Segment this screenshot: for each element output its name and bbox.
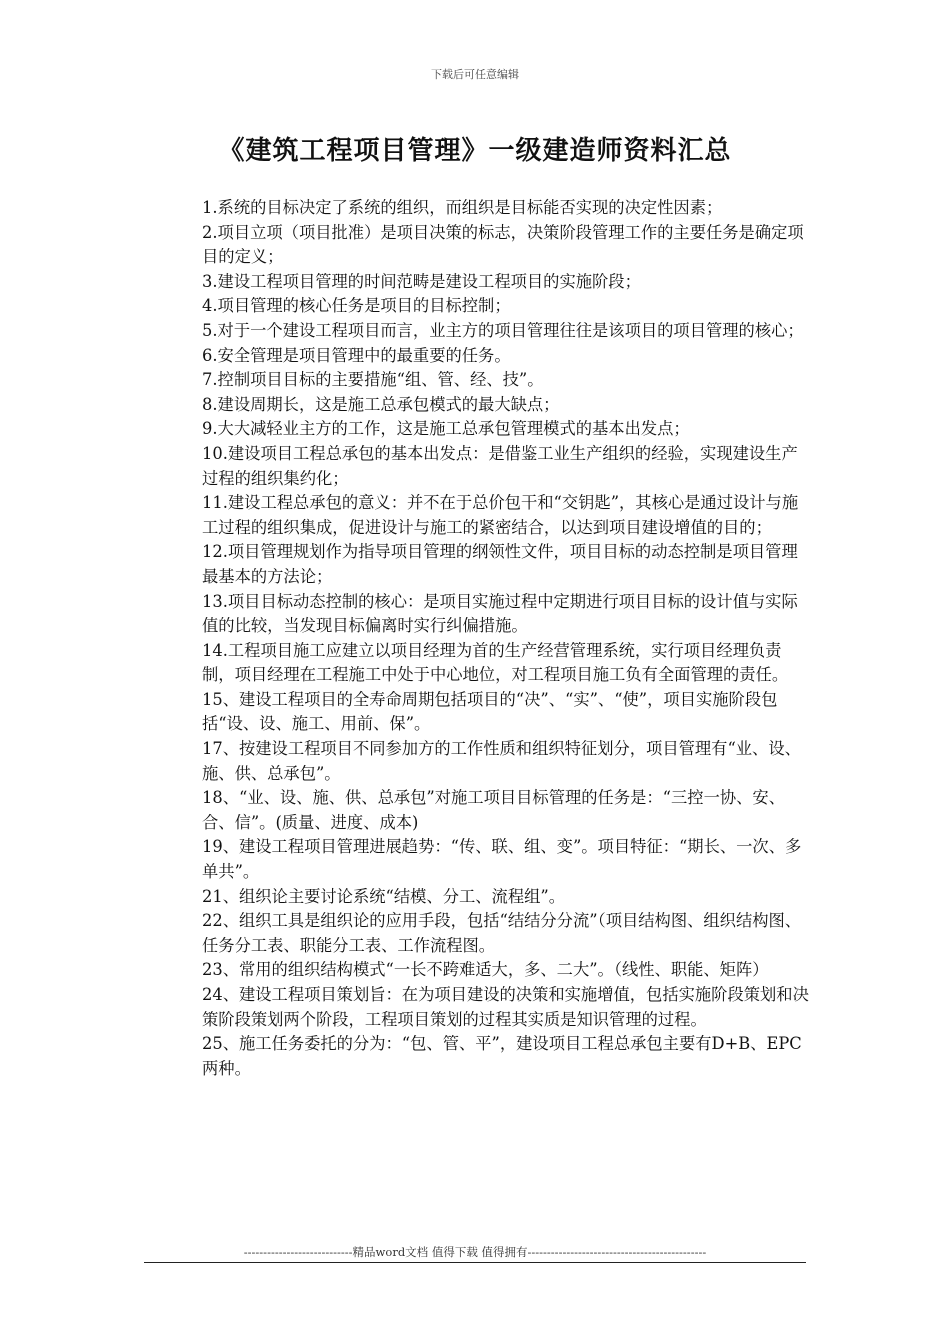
list-item: 7.控制项目目标的主要措施“组、管、经、技”。 xyxy=(202,370,544,390)
list-item: 3.建设工程项目管理的时间范畴是建设工程项目的实施阶段； xyxy=(202,271,641,291)
list-item: 25、施工任务委托的分为：“包、管、平”，建设项目工程总承包主要有D+B、EPC两种。 xyxy=(202,1034,802,1078)
document-title: 《建筑工程项目管理》一级建造师资料汇总 xyxy=(218,136,732,166)
list-item: 22、组织工具是组织论的应用手段，包括“结结分分流”（项目结构图、组织结构图、任务分工表、职能分工表、工作流程图。 xyxy=(202,911,802,955)
footer-note: ----------------------------精品word文档 值得下载 值得拥有---------------------------------------------- xyxy=(243,1245,707,1259)
list-item: 9.大大减轻业主方的工作，这是施工总承包管理模式的基本出发点； xyxy=(202,419,690,439)
footer-divider xyxy=(144,1262,806,1263)
header-note: 下载后可任意编辑 xyxy=(431,68,519,81)
list-item: 14.工程项目施工应建立以项目经理为首的生产经营管理系统，实行项目经理负责制，项目经理在工程施工中处于中心地位，对工程项目施工负有全面管理的责任。 xyxy=(202,640,789,685)
list-item: 1.系统的目标决定了系统的组织，而组织是目标能否实现的决定性因素； xyxy=(202,198,723,217)
list-item: 19、建设工程项目管理进展趋势：“传、联、组、变”。项目特征：“期长、一次、多单共”。 xyxy=(202,837,802,882)
list-item: 4.项目管理的核心任务是项目的目标控制； xyxy=(202,296,511,316)
list-item: 23、常用的组织结构模式“一长不跨难适大，多、二大”。（线性、职能、矩阵） xyxy=(202,960,769,980)
content-list xyxy=(202,196,814,1081)
list-item: 24、建设工程项目策划旨：在为项目建设的决策和实施增值，包括实施阶段策划和决策阶段策划两个阶段，工程项目策划的过程其实质是知识管理的过程。 xyxy=(202,985,809,1029)
list-item: 5.对于一个建设工程项目而言，业主方的项目管理往往是该项目的项目管理的核心； xyxy=(202,320,804,340)
list-item: 10.建设项目工程总承包的基本出发点：是借鉴工业生产组织的经验，实现建设生产过程的组织集约化； xyxy=(202,443,798,488)
list-item: 12.项目管理规划作为指导项目管理的纲领性文件，项目目标的动态控制是项目管理最基本的方法论； xyxy=(202,542,798,586)
list-item: 17、按建设工程项目不同参加方的工作性质和组织特征划分，项目管理有“业、设、施、供、总承包”。 xyxy=(202,739,801,783)
list-item: 13.项目目标动态控制的核心：是项目实施过程中定期进行项目目标的设计值与实际值的比较，当发现目标偏离时实行纠偏措施。 xyxy=(202,591,798,636)
list-item: 18、“业、设、施、供、总承包”对施工项目目标管理的任务是：“三控一协、安、合、信”。(质量、进度、成本) xyxy=(202,788,785,832)
list-item: 21、组织论主要讨论系统“结模、分工、流程组”。 xyxy=(202,886,565,906)
list-item: 6.安全管理是项目管理中的最重要的任务。 xyxy=(202,345,511,365)
list-item: 11.建设工程总承包的意义：并不在于总价包干和“交钥匙”，其核心是通过设计与施工过程的组织集成，促进设计与施工的紧密结合，以达到项目建设增值的目的； xyxy=(202,493,799,537)
list-item: 2.项目立项（项目批准）是项目决策的标志，决策阶段管理工作的主要任务是确定项目的定义； xyxy=(202,222,804,267)
list-item: 8.建设周期长，这是施工总承包模式的最大缺点； xyxy=(202,394,560,414)
list-item: 15、建设工程项目的全寿命周期包括项目的“决”、“实”、“使”，项目实施阶段包括“设、设、施工、用前、保”。 xyxy=(202,689,778,734)
